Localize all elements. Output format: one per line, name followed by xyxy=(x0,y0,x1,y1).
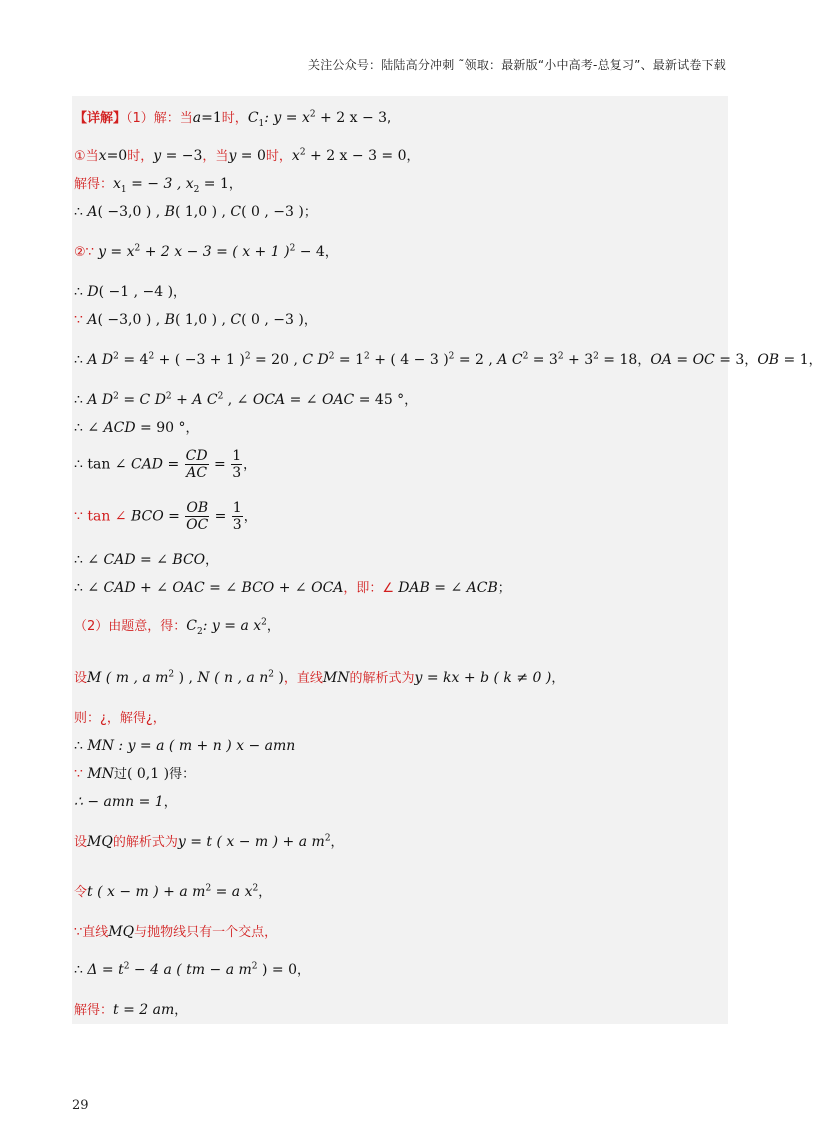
solution-line-25: 解得：t = 2 am， xyxy=(74,1002,188,1018)
solution-line-7: ∵ A( −3,0 ) , B( 1,0 ) , C( 0 , −3 )， xyxy=(74,312,317,328)
solution-line-10: ∴ ∠ ACD = 90 °， xyxy=(74,420,199,436)
solution-line-23: ∵直线MQ与抛物线只有一个交点， xyxy=(74,924,278,940)
fraction-ob-oc: $\frac{OB}{OC}$ xyxy=(186,500,209,534)
solution-line-16: 设M ( m , a $m^2$ ) , N ( n , a $n^2$ )，直线MN的解析式为y = kx + b ( k ≠ 0 )， xyxy=(74,669,565,686)
solution-line-22: 令t ( x − m ) + a $m^2 = a$ $x^2$， xyxy=(74,883,272,900)
solution-line-1: 【详解】（1）解：当a=1时，$C_1$: $y = x^2 + 2$ x − 3, xyxy=(74,109,392,129)
solution-line-11: ∴ tan ∠ CAD = $\frac{CD}{AC}$ = $\frac{1}{3}$ ， xyxy=(74,448,257,482)
solution-line-14: ∴ ∠ CAD + ∠ OAC = ∠ BCO + ∠ OCA，即：∠ DAB = ∠ ACB； xyxy=(74,580,511,596)
solution-line-24: ∴ $\Delta = t^2 - 4$ a ( tm − a $m^2$ ) = 0， xyxy=(74,961,310,978)
solution-line-3: 解得：$x_1$ = − 3 , $x_2 = 1$， xyxy=(74,176,242,195)
solution-line-21: 设MQ的解析式为y = t ( x − m ) + a $m^2$， xyxy=(74,833,344,850)
fraction-one-third-2: $\frac{1}{3}$ xyxy=(232,500,242,534)
solution-line-18: ∴ MN : y = a ( m + n ) x − amn xyxy=(74,738,296,754)
solution-line-5: ②∵ $y = x^2 + 2$ x − 3 = ( x + 1 )$^2$ − 4， xyxy=(74,243,338,260)
solution-line-17: 则：¿，解得¿， xyxy=(74,711,166,726)
solution-block xyxy=(72,96,822,1024)
solution-line-9: ∴ A $D^2 = C$ $D^2 + A$ $C^2$ , ∠ OCA = ∠ OAC = 45 °， xyxy=(74,391,418,408)
solution-line-6: ∴ D( −1 , −4 )， xyxy=(74,284,187,300)
solution-line-2: ①当x=0时，y = −3，当y = 0时，$x^2 + 2$ x − 3 = 0， xyxy=(74,147,420,164)
solution-line-12: ∵ tan ∠ BCO = $\frac{OB}{OC}$ = $\frac{1}{3}$ ， xyxy=(74,500,257,534)
solution-line-8: ∴ A $D^2 = 4^2$ + ( −3 + 1 )$^2$ = 20 , C $D^2 = 1^2$ + ( 4 − 3 )$^2$ = 2 , A $C^2 = 3^2 + 3^2 = 18$，OA = OC = 3，OB = 1， xyxy=(74,351,822,368)
fraction-cd-ac: $\frac{CD}{AC}$ xyxy=(185,448,208,482)
solution-line-19: ∵ MN过( 0,1 )得： xyxy=(74,766,196,782)
fraction-one-third: $\frac{1}{3}$ xyxy=(232,448,242,482)
solution-line-20: ∴ − amn = 1， xyxy=(74,794,177,810)
page-header: 关注公众号：陆陆高分冲刺 ˜领取：最新版“小中高考-总复习”、最新试卷下载 xyxy=(308,58,726,72)
solution-line-4: ∴ A( −3,0 ) , B( 1,0 ) , C( 0 , −3 )； xyxy=(74,204,317,220)
solution-line-13: ∴ ∠ CAD = ∠ BCO， xyxy=(74,552,219,568)
page-number: 29 xyxy=(72,1098,89,1113)
solution-line-15: （2）由题意，得：$C_2$: y = a $x^2$， xyxy=(74,617,280,637)
